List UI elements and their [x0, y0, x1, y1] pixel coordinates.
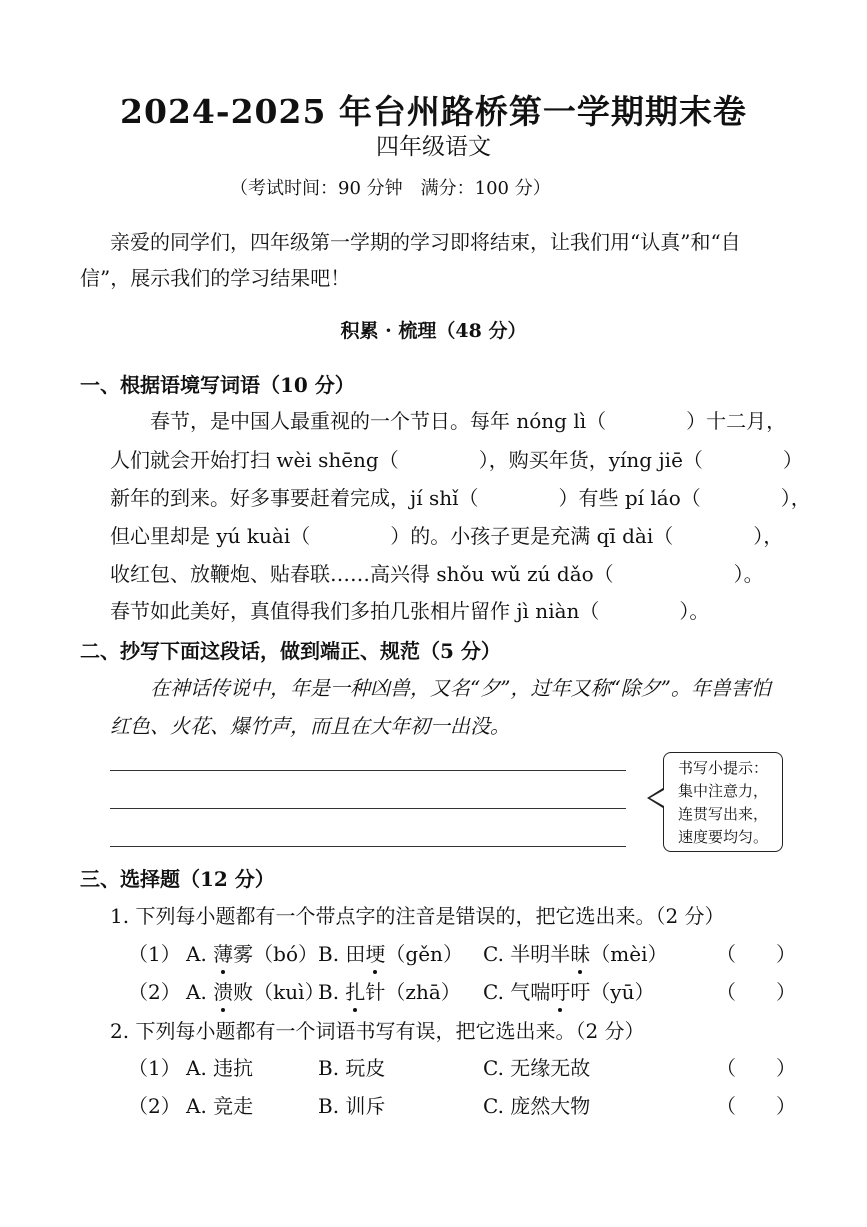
q1-row1-a-post: 雾（bó）: [233, 942, 319, 966]
q1-row2-number: （2）: [128, 980, 181, 1004]
q1-row1-answer-blank[interactable]: （ ）: [716, 942, 796, 966]
tip-line-1: 书写小提示：: [677, 759, 768, 777]
tip-line-2: 集中注意力，: [677, 782, 768, 800]
q2-row2-option-b[interactable]: B. 训斥: [318, 1094, 386, 1118]
q1-row1-number: （1）: [128, 942, 181, 966]
q1-row2-a-post: 败（kuì）: [233, 980, 325, 1004]
q2-row2-option-c[interactable]: C. 庞然大物: [483, 1094, 591, 1118]
q2-row2-number: （2）: [128, 1094, 181, 1118]
writing-line-3[interactable]: [110, 846, 626, 847]
q1-row1-b-post: （gěn）: [385, 942, 463, 966]
q2-stem: 2. 下列每小题都有一个词语书写有误，把它选出来。（2 分）: [110, 1019, 645, 1043]
q2-row2-answer-blank[interactable]: （ ）: [716, 1094, 796, 1118]
intro-line-2: 信”，展示我们的学习结果吧！: [80, 266, 351, 290]
tip-line-3: 连贯写出来，: [677, 805, 768, 823]
writing-line-1[interactable]: [110, 770, 626, 771]
exam-subtitle: 四年级语文: [376, 134, 491, 160]
q1-row2-a-pre: A.: [186, 980, 214, 1004]
section1-line-5: 收红包、放鞭炮、贴春联……高兴得 shǒu wǔ zú dǎo（ ）。: [110, 562, 764, 586]
q1-row2-b-post: 针（zhā）: [365, 980, 461, 1004]
q1-row2-b-pre: B.: [318, 980, 346, 1004]
section1-line-3: 新年的到来。好多事要赶着完成，jí shǐ（ ）有些 pí láo（ ），: [110, 486, 811, 510]
writing-line-2[interactable]: [110, 808, 626, 809]
section3-heading: 三、选择题（12 分）: [80, 867, 275, 891]
section2-passage-2: 红色、火花、爆竹声，而且在大年初一出没。: [110, 714, 510, 738]
tip-line-4: 速度要均匀。: [677, 828, 768, 846]
exam-title: 2024-2025 年台州路桥第一学期期末卷: [120, 92, 747, 131]
q1-row1-a-dotted: 薄: [213, 938, 233, 967]
q1-row1-c-dotted: 昧: [570, 938, 590, 967]
section2-heading: 二、抄写下面这段话，做到端正、规范（5 分）: [80, 639, 501, 663]
section1-line-6: 春节如此美好，真值得我们多拍几张相片留作 jì niàn（ ）。: [110, 599, 710, 623]
q1-row2-a-dotted: 溃: [213, 976, 233, 1005]
q2-row1-number: （1）: [128, 1056, 181, 1080]
q1-row1-option-b[interactable]: [318, 938, 463, 967]
q1-row2-answer-blank[interactable]: （ ）: [716, 980, 796, 1004]
q1-row2-b-dotted: 扎: [345, 976, 365, 1005]
q1-row2-option-c[interactable]: [483, 976, 655, 1005]
section1-heading: 一、根据语境写词语（10 分）: [80, 373, 355, 397]
intro-line-1: 亲爱的同学们，四年级第一学期的学习即将结束，让我们用“认真”和“自: [110, 230, 741, 254]
q2-row1-answer-blank[interactable]: （ ）: [716, 1056, 796, 1080]
q1-row1-c-post: （mèi）: [590, 942, 668, 966]
q2-row1-option-a[interactable]: A. 违抗: [186, 1056, 254, 1080]
q1-row1-a-pre: A.: [186, 942, 214, 966]
q2-row1-option-b[interactable]: B. 玩皮: [318, 1056, 386, 1080]
q1-row2-c-pre: C. 气喘: [483, 980, 551, 1004]
q1-row1-option-c[interactable]: [483, 938, 668, 967]
q2-row2-option-a[interactable]: A. 竞走: [186, 1094, 254, 1118]
q1-row2-option-a[interactable]: [186, 976, 325, 1005]
q1-row1-b-dotted: 埂: [365, 938, 385, 967]
tip-pointer-fill: [650, 790, 664, 806]
q1-row1-c-pre: C. 半明半: [483, 942, 571, 966]
q1-row1-b-pre: B. 田: [318, 942, 366, 966]
q1-row1-option-a[interactable]: [186, 938, 318, 967]
writing-tip-box: [663, 752, 783, 852]
q1-row2-c-post: 吁（yū）: [570, 980, 655, 1004]
section1-line-1: 春节，是中国人最重视的一个节日。每年 nóng lì（ ）十二月，: [150, 409, 787, 433]
exam-info: （考试时间：90 分钟 满分：100 分）: [230, 178, 551, 199]
q1-row2-c-dotted: 吁: [550, 976, 570, 1005]
section1-line-2: 人们就会开始打扫 wèi shēng（ ），购买年货，yíng jiē（ ）: [110, 448, 803, 472]
q1-stem: 1. 下列每小题都有一个带点字的注音是错误的，把它选出来。（2 分）: [110, 904, 725, 928]
q2-row1-option-c[interactable]: C. 无缘无故: [483, 1056, 591, 1080]
section2-passage-1: 在神话传说中，年是一种凶兽，又名“夕”，过年又称“除夕”。年兽害怕: [150, 676, 771, 700]
part-heading: 积累 · 梳理（48 分）: [340, 320, 527, 342]
section1-line-4: 但心里却是 yú kuài（ ）的。小孩子更是充满 qī dài（ ），: [110, 524, 784, 548]
q1-row2-option-b[interactable]: [318, 976, 461, 1005]
